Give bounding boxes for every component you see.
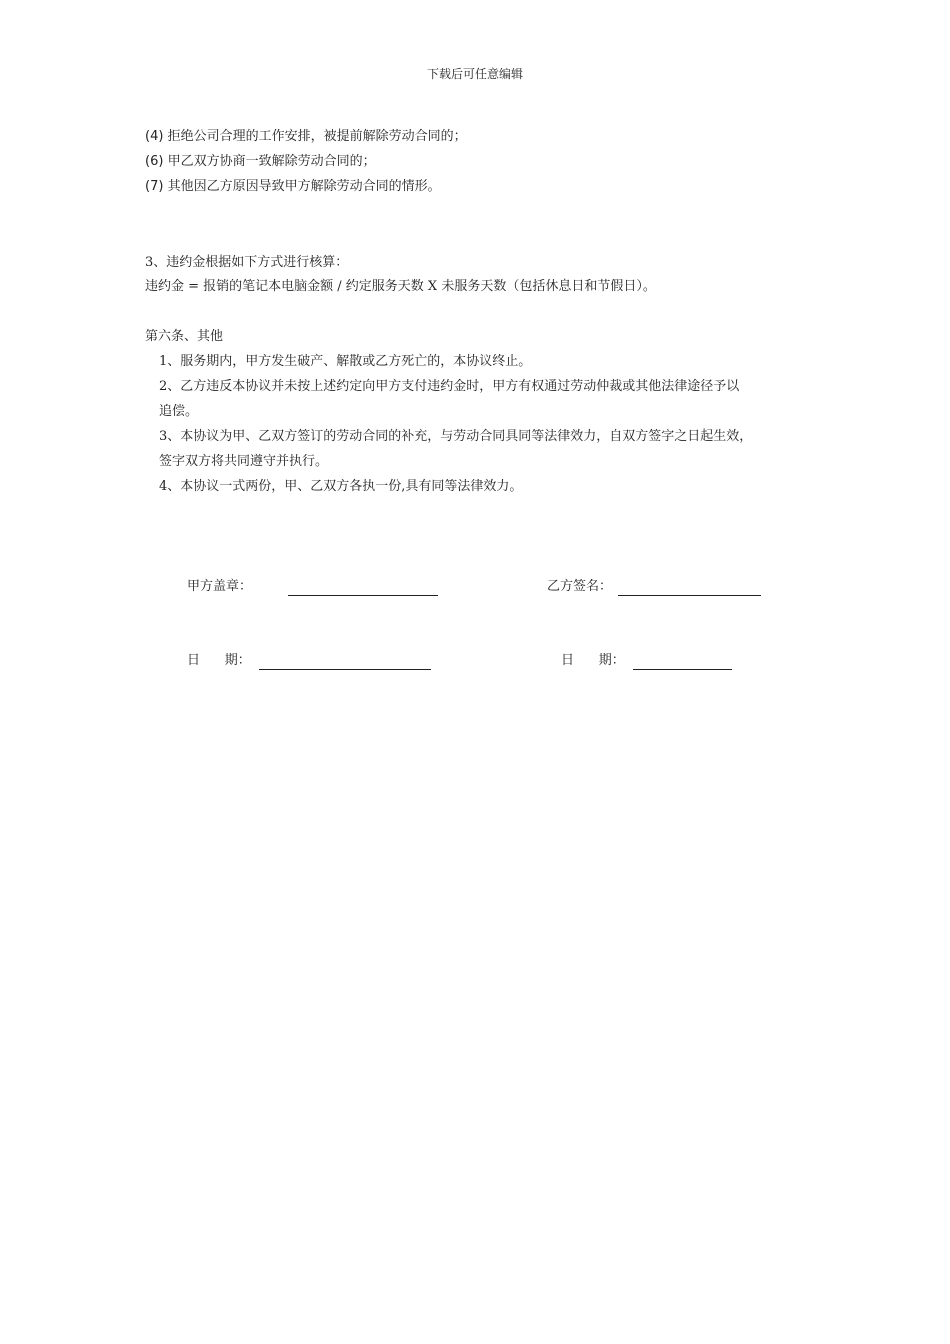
party-a-seal-field: [187, 578, 447, 598]
clause-text: 1、服务期内，甲方发生破产、解散或乙方死亡的，本协议终止。: [159, 354, 532, 369]
party-a-date-line: [259, 669, 431, 670]
clause-text: 追偿。: [159, 404, 199, 419]
party-b-date-line: [633, 669, 732, 670]
party-b-date-label: 日 期：: [561, 653, 625, 668]
clause-text: 3、本协议为甲、乙双方签订的劳动合同的补充，与劳动合同具同等法律效力，自双方签字之日起生效，: [159, 429, 753, 444]
list-item-number: (4): [145, 129, 164, 144]
penalty-formula: 违约金 = 报销的笔记本电脑金额 / 约定服务天数 X 未服务天数（包括休息日和节假日）。: [145, 279, 656, 294]
list-item: [145, 128, 467, 146]
party-b-sign-field: [547, 578, 767, 598]
list-item-text: 甲乙双方协商一致解除劳动合同的；: [167, 154, 376, 169]
list-item-text: 其他因乙方原因导致甲方解除劳动合同的情形。: [167, 179, 441, 194]
party-b-sign-label: 乙方签名：: [547, 579, 613, 594]
article-title: 第六条、其他: [145, 329, 224, 344]
clause-text: 签字双方将共同遵守并执行。: [159, 454, 329, 469]
list-item-text: 拒绝公司合理的工作安排，被提前解除劳动合同的；: [167, 129, 467, 144]
party-a-date-label: 日 期：: [187, 653, 251, 668]
list-item-number: (6): [145, 154, 164, 169]
clause-text: 2、乙方违反本协议并未按上述约定向甲方支付违约金时，甲方有权通过劳动仲裁或其他法律途径予以: [159, 379, 740, 394]
party-a-seal-line: [288, 595, 438, 596]
penalty-heading: 3、违约金根据如下方式进行核算：: [145, 255, 349, 270]
list-item: [145, 153, 376, 171]
party-a-date-field: [187, 652, 437, 672]
party-b-sign-line: [618, 595, 761, 596]
list-item-number: (7): [145, 179, 164, 194]
party-a-seal-label: 甲方盖章：: [187, 579, 253, 594]
page-header: 下载后可任意编辑: [426, 67, 523, 81]
clause-text: 4、本协议一式两份，甲、乙双方各执一份,具有同等法律效力。: [159, 479, 523, 494]
party-b-date-field: [561, 652, 741, 672]
list-item: [145, 178, 441, 196]
